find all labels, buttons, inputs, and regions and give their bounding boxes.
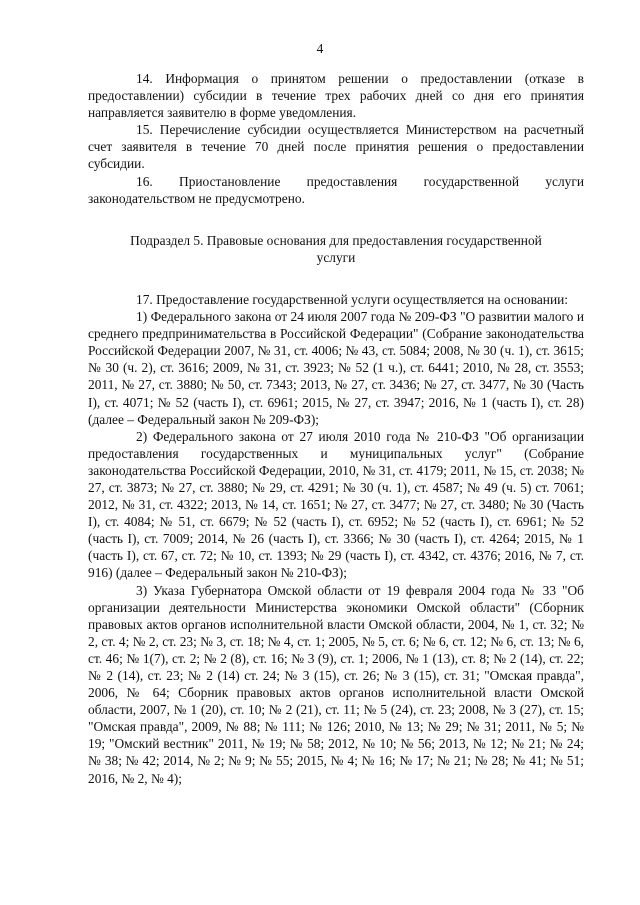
list-item-federal-law-210: 2) Федерального закона от 27 июля 2010 года № 210-ФЗ "Об организации предоставления государственных и муниципальных услуг" (Собрание законодательства Российской Федерации, 2010, № 31, ст. 4179; 2011, № 15, ст. 2038; № 27, ст. 3873; № 27, ст. 3880; № 29, ст. 4291; № 30 (ч. 1), ст. 4587; № 49 (ч. 5) ст. 7061; 2012, № 31, ст. 4322; 2013, № 14, ст. 1651; № 27, ст. 3477; № 27, ст. 3480; № 30 (Часть I), ст. 4084; № 51, ст. 6679; № 52 (часть I), ст. 6952; № 52 (часть I), ст. 6961; № 52 (часть I), ст. 7009; 2014, № 26 (часть I), ст. 3366; № 30 (часть I), ст. 4264; 2015, № 1 (часть I), ст. 67, ст. 72; № 10, ст. 1393; № 29 (часть I), ст. 4342, ст. 4376; 2016, № 7, ст. 916) (далее – Федеральный закон № 210-ФЗ);	[88, 428, 584, 581]
paragraph-14: 14. Информация о принятом решении о предоставлении (отказе в предоставлении) субсидии в течение трех рабочих дней со дня его принятия направляется заявителю в форме уведомления.	[88, 71, 584, 121]
paragraph-17: 17. Предоставление государственной услуги осуществляется на основании:	[136, 291, 569, 307]
section-heading: Подраздел 5. Правовые основания для предоставления государственной услуги	[130, 232, 542, 265]
paragraph-15: 15. Перечисление субсидии осуществляется Министерством на расчетный счет заявителя в течение 70 дней после принятия решения о предоставлении субсидии.	[88, 122, 584, 172]
list-item-governor-decree-33: 3) Указа Губернатора Омской области от 19 февраля 2004 года № 33 "Об организации деятельности Министерства экономики Омской области" (Сборник правовых актов органов исполнительной власти Омской области, 2004, № 1, ст. 32; № 2, ст. 4; № 2, ст. 23; № 3, ст. 18; № 4, ст. 1; 2005, № 5, ст. 6; № 6, ст. 12; № 6, ст. 13; № 6, ст. 46; № 1(7), ст. 2; № 2 (8), ст. 16; № 3 (9), ст. 1; 2006, № 1 (13), ст. 8; № 2 (14), ст. 22; № 2 (14), ст. 23; № 2 (14) ст. 24; № 3 (15), ст. 26; № 3 (15), ст. 31; "Омская правда", 2006, № 64; Сборник правовых актов органов исполнительной власти Омской области, 2007, № 1 (20), ст. 10; № 2 (21), ст. 11; № 5 (24), ст. 23; 2008, № 3 (27), ст. 15; "Омская правда", 2009, № 88; № 111; № 126; 2010, № 13; № 29; № 31; 2011, № 5; № 19; "Омский вестник" 2011, № 19; № 58; 2012, № 10; № 56; 2013, № 12; № 21; № 24; № 38; № 42; 2014, № 2; № 9; № 55; 2015, № 4; № 16; № 17; № 21; № 28; № 41; № 51; 2016, № 2, № 4);	[88, 582, 584, 786]
list-item-federal-law-209: 1) Федерального закона от 24 июля 2007 года № 209-ФЗ "О развитии малого и среднего предпринимательства в Российской Федерации" (Собрание законодательства Российской Федерации 2007, № 31, ст. 4006; № 43, ст. 5084; 2008, № 30 (ч. 1), ст. 3615; № 30 (ч. 2), ст. 3616; 2009, № 31, ст. 3923; № 52 (1 ч.), ст. 6441; 2010, № 28, ст. 3553; 2011, № 27, ст. 3880; № 50, ст. 7343; 2013, № 27, ст. 3436; № 27, ст. 3477, № 30 (Часть I), ст. 4071; № 52 (часть I), ст. 6961; 2015, № 27, ст. 3947; 2016, № 1 (часть I), ст. 28) (далее – Федеральный закон № 209-ФЗ);	[88, 309, 584, 427]
page-number: 4	[316, 41, 324, 56]
document-body	[88, 70, 584, 787]
paragraph-16: 16. Приостановление предоставления государственной услуги законодательством не предусмотрено.	[88, 173, 584, 206]
